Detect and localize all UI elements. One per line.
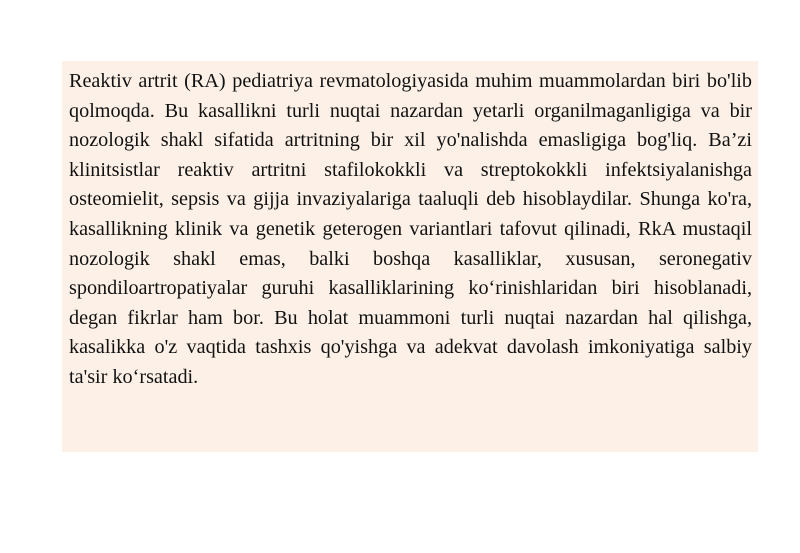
text-block — [62, 61, 758, 452]
body-paragraph: Reaktiv artrit (RA) pediatriya revmatologiyasida muhim muammolardan biri bo'lib qolmoqda. Bu kasallikni turli nuqtai nazardan yetarli organilmaganligiga va bir nozologik shakl sifatida artritning bir xil yo'nalishda emasligiga bog'liq. Ba’zi klinitsistlar reaktiv artritni stafilokokkli va streptokokkli infektsiyalanishga osteomielit, sepsis va gijja invaziyalariga taaluqli deb hisoblaydilar. Shunga ko'ra, kasallikning klinik va genetik geterogen variantlari tafovut qilinadi, RkA mustaqil nozologik shakl emas, balki boshqa kasalliklar, xususan, seronegativ spondiloartropatiyalar guruhi kasalliklarining ko‘rinishlaridan biri hisoblanadi, degan fikrlar ham bor. Bu holat muammoni turli nuqtai nazardan hal qilishga, kasalikka o'z vaqtida tashxis qo'yishga va adekvat davolash imkoniyatiga salbiy ta'sir ko‘rsatadi. — [69, 70, 752, 388]
